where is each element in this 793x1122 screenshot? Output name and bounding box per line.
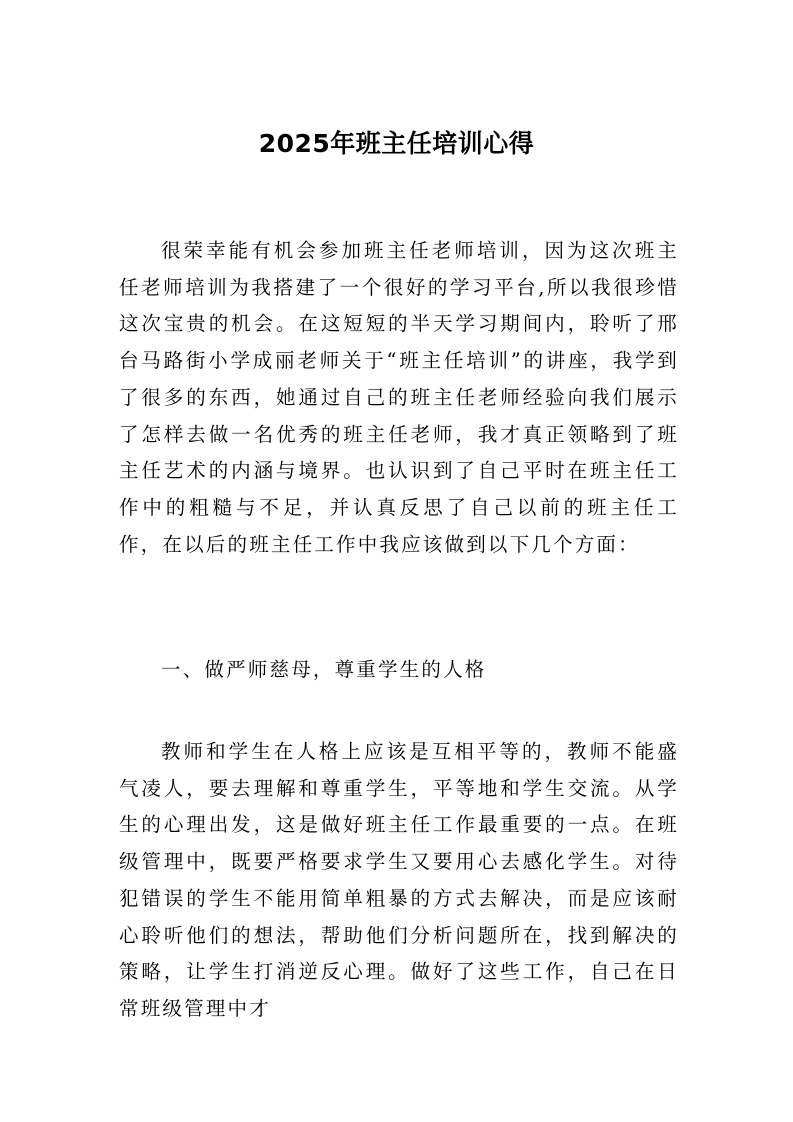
section-heading-1: 一、做严师慈母，尊重学生的人格	[161, 658, 487, 681]
paragraph-intro: 很荣幸能有机会参加班主任老师培训，因为这次班主任老师培训为我搭建了一个很好的学习平台,所以我很珍惜这次宝贵的机会。在这短短的半天学习期间内，聆听了邢台马路街小学成丽老师关于“班主任培训”的讲座，我学到了很多的东西，她通过自己的班主任老师经验向我们展示了怎样去做一名优秀的班主任老师，我才真正领略到了班主任艺术的内涵与境界。也认识到了自己平时在班主任工作中的粗糙与不足，并认真反思了自己以前的班主任工作，在以后的班主任工作中我应该做到以下几个方面：	[119, 239, 679, 556]
paragraph-section-1: 教师和学生在人格上应该是互相平等的，教师不能盛气凌人，要去理解和尊重学生，平等地和学生交流。从学生的心理出发，这是做好班主任工作最重要的一点。在班级管理中，既要严格要求学生又要用心去感化学生。对待犯错误的学生不能用简单粗暴的方式去解决，而是应该耐心聆听他们的想法，帮助他们分析问题所在，找到解决的策略，让学生打消逆反心理。做好了这些工作，自己在日常班级管理中才	[119, 740, 679, 1020]
document-title: 2025年班主任培训心得	[258, 129, 535, 158]
